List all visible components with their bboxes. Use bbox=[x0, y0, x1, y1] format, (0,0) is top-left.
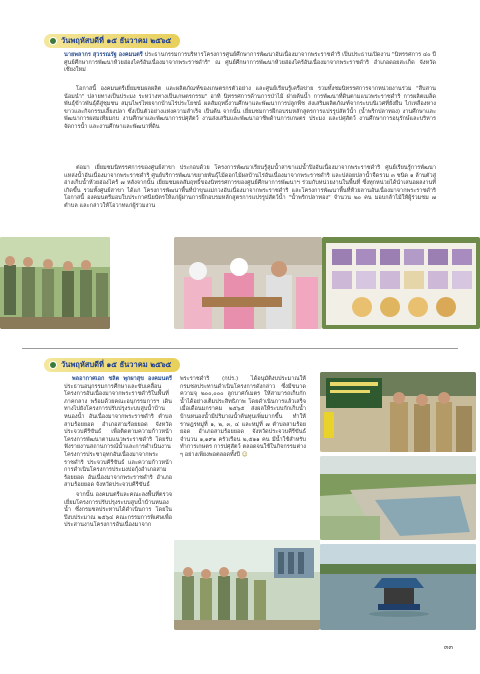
smile-icon: ☺ bbox=[241, 451, 248, 458]
section1-intro-text: ประธานกรรมการบริหารโครงการศูนย์ศึกษาการพัฒนาอันเนื่องมาจากพระราชดำริ เป็นประธานเปิดงาน "นิทรรศการ ๔๐ ปี ศูนย์ศึกษาการพัฒนาห้วยฮ่องไคร้อันเนื่องมาจากพระราชดำริ" ณ ศูนย์ศึกษาการพัฒนาห้วยฮ่องไคร้อันเนื่องมาจากพระราชดำริ อำเภอดอยสะเก็ด จังหวัดเชียงใหม่ bbox=[64, 52, 436, 74]
page-number: ๓๓ bbox=[444, 643, 453, 651]
photo-product-display bbox=[322, 237, 480, 329]
section2-column-2: พระราชดำริ (กปร.) ได้อนุมัติงบประมาณให้กรมชลประทานดำเนินโครงการดังกล่าว ซึ่งมีขนาดความจุ ๒๐๐,๐๐๐ ลูกบาศก์เมตร ให้สามารถเก็บกักน้ำได้อย่างเต็มประสิทธิภาพ โดยดำเนินการแล้วเสร็จเมื่อเดือนมกราคม ๒๕๖๕ ส่งผลให้ระบบกักเก็บน้ำบ้านหนองน้ำมีปริมาณน้ำต้นทุนเพิ่มมากขึ้น ทำให้ราษฎรหมู่ที่ ๑, ๒, ๓, ๔ และหมู่ที่ ๗ ตำบลสามร้อยยอด อำเภอสามร้อยยอด จังหวัดประจวบคีรีขันธ์ จำนวน ๑,๑๙๑ ครัวเรือน ๒,๕๑๑ คน มีน้ำใช้สำหรับทำการเกษตร การปศุสัตว์ ตลอดจนใช้ในกิจกรรมต่าง ๆ อย่างเพียงพอตลอดทั้งปี ☺ bbox=[180, 376, 306, 458]
section1-lead: นายพลากร สุวรรณรัฐ องคมนตรี bbox=[64, 52, 143, 58]
photo-reservoir bbox=[320, 456, 476, 540]
photo-officials-group bbox=[0, 237, 110, 329]
photo-field-inspection bbox=[174, 540, 320, 630]
calendar-dot-icon bbox=[49, 37, 57, 45]
photo-briefing-room bbox=[320, 372, 476, 452]
section1-paragraph-3: ต่อมา เยี่ยมชมนิทรรศการของศูนย์สาขา ประกอบด้วย โครงการพัฒนาเรียนรู้ลุ่มน้ำสาขาแม่น้ำปิงอันเนื่องมาจากพระราชดำริ ศูนย์เรียนรู้การพัฒนาแหล่งน้ำอันเนื่องมาจากพระราชดำริ ศูนย์บริการพัฒนาขยายพันธุ์ไม้ดอกไม้ผลบ้านไร่อันเนื่องมาจากพระราชดำริ และปล่อยปลาน้ำจืดรวม ๓ ชนิด ๑ ล้านตัวสู่อ่างเก็บน้ำห้วยฮ่องไคร้ ๗ หลังจากนั้น เยี่ยมชมผลสัมฤทธิ์ของนิทรรศการของศูนย์ศึกษาการพัฒนาฯ ร่วมกับหน่วยงานในพื้นที่ ซึ่งทุกหน่วยได้นำเสนอผลงานที่เกิดขึ้น รวมทั้งศูนย์สาขา ได้แก่ โครงการพัฒนาพื้นที่ป่าขุนแม่กวงอันเนื่องมาจากพระราชดำริ และโครงการพัฒนาพื้นที่ห้วยลานอันเนื่องมาจากพระราชดำริ โอกาสนี้ องคมนตรีมอบใบประกาศนียบัตรให้แก่ผู้ผ่านการฝึกอบรมหลักสูตรการแปรรูปสัตว์น้ำ "น้ำพริกปลาทอง" จำนวน ๒๐ คน มอบกล้าไม้ให้ผู้ร่วมชม ๗ ตำบล และกล่าวให้โอวาทแก่ผู้ร่วมงาน bbox=[64, 165, 436, 209]
date-label-section1: วันพฤหัสบดีที่ ๑๕ ธันวาคม ๒๕๖๕ bbox=[44, 34, 180, 48]
section1-intro bbox=[64, 52, 436, 76]
calendar-dot-icon bbox=[49, 361, 57, 369]
date-label-section2: วันพฤหัสบดีที่ ๑๕ ธันวาคม ๒๕๖๕ bbox=[44, 358, 180, 372]
section-divider bbox=[22, 348, 458, 349]
photo-floating-pump bbox=[320, 544, 476, 630]
section2-column-1: พลอากาศเอก ชลิต พุกผาสุข องคมนตรี ประธานอนุกรรมการศึกษาและขับเคลื่อนโครงการอันเนื่องมาจากพระราชดำริในพื้นที่ภาคกลาง พร้อมด้วยคณะอนุกรรมการฯ เดินทางไปยังโครงการปรับปรุงระบบสูบน้ำบ้านหนองน้ำ อันเนื่องมาจากพระราชดำริ ตำบลสามร้อยยอด อำเภอสามร้อยยอด จังหวัดประจวบคีรีขันธ์ เพื่อติดตามความก้าวหน้าโครงการพัฒนาตามแนวพระราชดำริ โดยรับฟังรายงานสถานการณ์น้ำและการดำเนินงานโครงการประชาอุทกอันเนื่องมาจากพระราชดำริ ประจวบคีรีขันธ์ และความก้าวหน้าการดำเนินโครงการประมงบ่อกุ้งอำเภอสามร้อยยอด อันเนื่องมาจากพระราชดำริ อำเภอสามร้อยยอด จังหวัดประจวบคีรีขันธ์ จากนั้น องคมนตรีและคณะลงพื้นที่ตรวจเยี่ยมโครงการปรับปรุงระบบสูบน้ำบ้านหนองน้ำ ซึ่งกรมชลประทานได้ดำเนินการ โดยในปีงบประมาณ ๒๕๖๔ คณะกรรมการพิเศษเพื่อประสานงานโครงการอันเนื่องมาจาก bbox=[64, 376, 172, 529]
photo-food-processing bbox=[174, 237, 322, 329]
section2-lead: พลอากาศเอก ชลิต พุกผาสุข องคมนตรี bbox=[72, 376, 172, 382]
section1-paragraph-2: โอกาสนี้ องคมนตรีเยี่ยมชมผลผลิต และผลิตภัณฑ์ของเกษตรกรตัวอย่าง และศูนย์เรียนรู้เครือข่าย รวมทั้งชมนิทรรศการจากหน่วยงานร่วม "สืบสานน้อมนำ" ปลายทางเป็นประมง ระหว่างทางเป็นเกษตรกรรม" อาทิ นิทรรศการด้านการป่าไม้ ฝ่ายต้นน้ำ การพัฒนาที่ดินตามแนวพระราชดำริ การผลิตเมล็ดพันธุ์ข้าวพันธุ์ดีสู่ชุมชน สมุนไพรไทยจากบ้านไร่ประโยชน์ ผลสัมฤทธิ์งานศึกษาและพัฒนาการปลูกพืช ส่งเสริมผลิตภัณฑ์จากระบบนิเวศที่ยั่งยืน ไก่เหลืองหางขาวและกิจกรรมเลี้ยงปลา ซึ่งเป็นตัวอย่างแห่งความสำเร็จ เป็นต้น จากนั้น เยี่ยมชมการฝึกอบรมหลักสูตรการแปรรูปสัตว์น้ำ (น้ำพริกปลาทอง) งานศึกษาและพัฒนาการผสมเทียมกบ งานศึกษาและพัฒนาการปศุสัตว์ งานส่งเสริมและพัฒนาอาชีพด้านการเกษตร ประมง และปศุสัตว์ งานศึกษาการอนุรักษ์และบริหารจัดการน้ำ และงานศึกษาและพัฒนาที่ดิน bbox=[64, 86, 436, 130]
